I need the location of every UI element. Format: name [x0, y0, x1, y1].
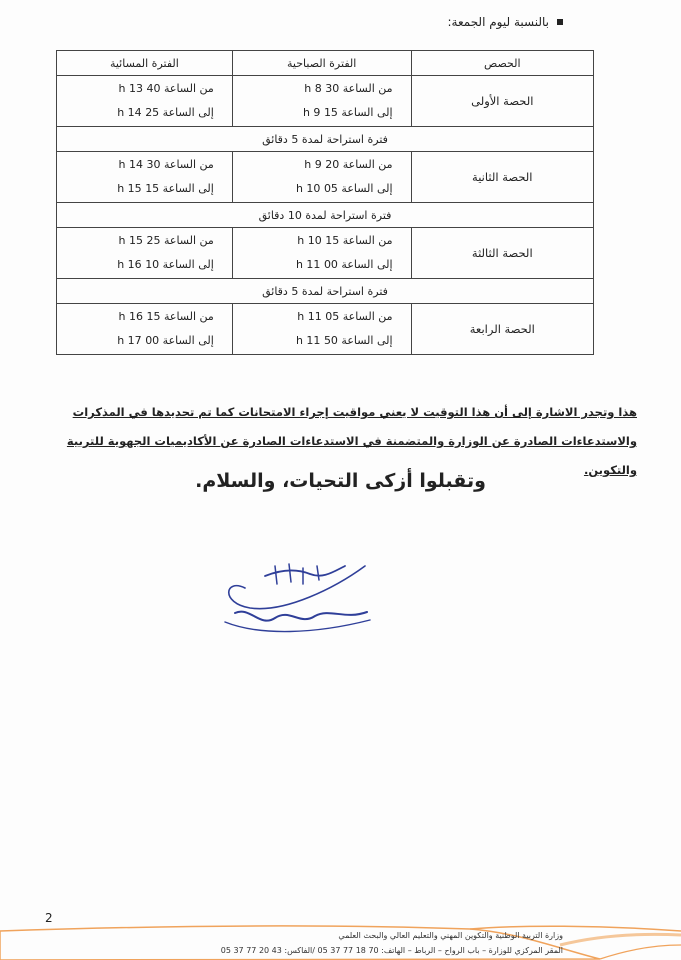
break-label: فترة استراحة لمدة 5 دقائق [57, 279, 594, 304]
footer-ministry-line: وزارة التربية الوطنية والتكوين المهني والتعليم العالي والبحث العلمي [338, 931, 563, 940]
footer-address-line: المقر المركزي للوزارة – باب الرواح – الرباط – الهاتف: 70 18 77 37 05 /الفاكس: 43 20 77 37 05 [220, 946, 563, 955]
evening-times [57, 304, 233, 355]
evening-from: من الساعة 40 h 13 [118, 82, 214, 95]
morning-times [232, 76, 411, 127]
table-row [57, 152, 594, 203]
evening-times [57, 228, 233, 279]
signature-strokes [225, 564, 370, 632]
morning-to: إلى الساعة 50 h 11 [295, 334, 393, 347]
table-row [57, 228, 594, 279]
schedule-table [56, 50, 594, 355]
morning-to: إلى الساعة 15 h 9 [302, 106, 393, 119]
exam-timing-note: هذا وتجدر الاشارة إلى أن هذا التوقيت لا يعني مواقيت إجراء الامتحانات كما تم تحديدها في المذكرات والاستدعاءات الصادرة عن الوزارة والمتضمنة في الاستدعاءات الصادرة عن الأكاديميات الجهوية للتربية والتكوين. [66, 405, 637, 477]
morning-from: من الساعة 20 h 9 [304, 158, 393, 171]
footer [0, 925, 681, 960]
table-row [57, 304, 594, 355]
evening-from: من الساعة 30 h 14 [118, 158, 214, 171]
morning-times [232, 228, 411, 279]
page-number: 2 [45, 911, 53, 925]
session-name: الحصة الثانية [411, 152, 593, 203]
break-row [57, 203, 594, 228]
morning-from: من الساعة 30 h 8 [304, 82, 393, 95]
table-row [57, 76, 594, 127]
session-name: الحصة الثالثة [411, 228, 593, 279]
header-evening: الفترة المسائية [57, 51, 233, 76]
morning-to: إلى الساعة 05 h 10 [295, 182, 393, 195]
morning-times [232, 304, 411, 355]
break-label: فترة استراحة لمدة 5 دقائق [57, 127, 594, 152]
session-name: الحصة الرابعة [411, 304, 593, 355]
evening-from: من الساعة 15 h 16 [118, 310, 214, 323]
evening-to: إلى الساعة 15 h 15 [117, 182, 214, 195]
break-row [57, 127, 594, 152]
evening-to: إلى الساعة 25 h 14 [117, 106, 214, 119]
friday-heading [447, 15, 563, 29]
morning-to: إلى الساعة 00 h 11 [295, 258, 393, 271]
header-sessions: الحصص [411, 51, 593, 76]
morning-from: من الساعة 05 h 11 [297, 310, 393, 323]
morning-from: من الساعة 15 h 10 [297, 234, 393, 247]
evening-from: من الساعة 25 h 15 [118, 234, 214, 247]
break-label: فترة استراحة لمدة 10 دقائق [57, 203, 594, 228]
friday-heading-text: بالنسبة ليوم الجمعة: [447, 15, 549, 29]
evening-times [57, 152, 233, 203]
bullet-icon [557, 19, 563, 25]
session-name: الحصة الأولى [411, 76, 593, 127]
header-morning: الفترة الصباحية [232, 51, 411, 76]
evening-to: إلى الساعة 10 h 16 [117, 258, 214, 271]
closing-greeting: وتقبلوا أزكى التحيات، والسلام. [195, 470, 486, 492]
evening-times [57, 76, 233, 127]
evening-to: إلى الساعة 00 h 17 [117, 334, 214, 347]
signature-image [205, 548, 380, 638]
table-header-row [57, 51, 594, 76]
break-row [57, 279, 594, 304]
morning-times [232, 152, 411, 203]
